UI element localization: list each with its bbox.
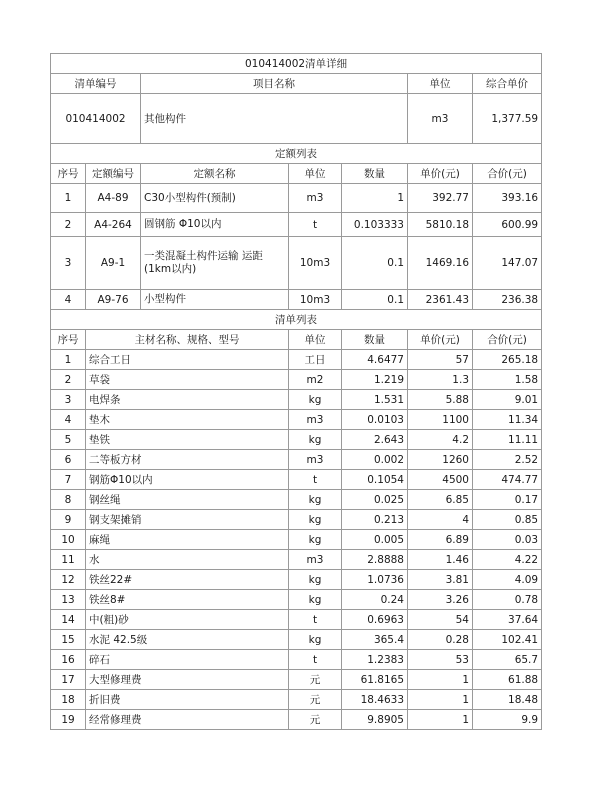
material-qty: 18.4633 — [342, 690, 408, 710]
bill-detail-table — [50, 53, 542, 730]
quota-header-row — [51, 164, 542, 184]
quota-total: 393.16 — [473, 184, 542, 213]
material-qty: 1.531 — [342, 390, 408, 410]
material-no: 14 — [51, 610, 86, 630]
quota-col-no: 序号 — [51, 164, 86, 184]
material-price: 54 — [408, 610, 473, 630]
material-qty: 2.643 — [342, 430, 408, 450]
material-qty: 0.24 — [342, 590, 408, 610]
material-total: 11.34 — [473, 410, 542, 430]
material-price: 1.46 — [408, 550, 473, 570]
material-name: 碎石 — [86, 650, 289, 670]
quota-no: 3 — [51, 237, 86, 290]
material-row — [51, 690, 542, 710]
material-no: 4 — [51, 410, 86, 430]
material-name: 折旧费 — [86, 690, 289, 710]
material-unit: kg — [289, 590, 342, 610]
material-no: 9 — [51, 510, 86, 530]
material-total: 474.77 — [473, 470, 542, 490]
material-name: 垫木 — [86, 410, 289, 430]
material-total: 65.7 — [473, 650, 542, 670]
material-no: 5 — [51, 430, 86, 450]
material-qty: 1.2383 — [342, 650, 408, 670]
quota-row — [51, 184, 542, 213]
material-no: 12 — [51, 570, 86, 590]
material-total: 18.48 — [473, 690, 542, 710]
material-qty: 0.025 — [342, 490, 408, 510]
material-price: 3.26 — [408, 590, 473, 610]
material-qty: 9.8905 — [342, 710, 408, 730]
quota-price: 5810.18 — [408, 213, 473, 237]
material-total: 4.09 — [473, 570, 542, 590]
material-unit: kg — [289, 510, 342, 530]
material-total: 0.85 — [473, 510, 542, 530]
material-name: 二等板方材 — [86, 450, 289, 470]
material-unit: t — [289, 470, 342, 490]
quota-row — [51, 237, 542, 290]
quota-unit: 10m3 — [289, 237, 342, 290]
material-name: 钢支架摊销 — [86, 510, 289, 530]
material-row — [51, 470, 542, 490]
quota-price: 392.77 — [408, 184, 473, 213]
material-price: 1.3 — [408, 370, 473, 390]
quota-total: 147.07 — [473, 237, 542, 290]
materials-col-total: 合价(元) — [473, 330, 542, 350]
quota-name: C30小型构件(预制) — [141, 184, 289, 213]
material-qty: 0.002 — [342, 450, 408, 470]
quota-col-total: 合价(元) — [473, 164, 542, 184]
quota-unit: m3 — [289, 184, 342, 213]
material-row — [51, 410, 542, 430]
quota-qty: 0.1 — [342, 290, 408, 310]
title-row — [51, 54, 542, 74]
quota-qty: 0.103333 — [342, 213, 408, 237]
material-qty: 0.6963 — [342, 610, 408, 630]
quota-qty: 1 — [342, 184, 408, 213]
material-price: 53 — [408, 650, 473, 670]
material-unit: m3 — [289, 450, 342, 470]
material-row — [51, 610, 542, 630]
materials-section-row — [51, 310, 542, 330]
material-unit: 元 — [289, 670, 342, 690]
material-name: 垫铁 — [86, 430, 289, 450]
materials-col-unit: 单位 — [289, 330, 342, 350]
material-price: 3.81 — [408, 570, 473, 590]
material-no: 8 — [51, 490, 86, 510]
quota-col-unit: 单位 — [289, 164, 342, 184]
material-price: 1260 — [408, 450, 473, 470]
material-row — [51, 630, 542, 650]
material-no: 10 — [51, 530, 86, 550]
item-code: 010414002 — [51, 94, 141, 144]
material-total: 9.9 — [473, 710, 542, 730]
quota-code: A4-89 — [86, 184, 141, 213]
material-name: 草袋 — [86, 370, 289, 390]
item-price: 1,377.59 — [473, 94, 542, 144]
quota-name: 圆钢筋 Φ10以内 — [141, 213, 289, 237]
quota-code: A9-76 — [86, 290, 141, 310]
quota-row — [51, 290, 542, 310]
quota-section-title: 定额列表 — [51, 144, 542, 164]
code-header: 清单编号 — [51, 74, 141, 94]
materials-col-name: 主材名称、规格、型号 — [86, 330, 289, 350]
quota-total: 600.99 — [473, 213, 542, 237]
material-name: 中(粗)砂 — [86, 610, 289, 630]
material-no: 17 — [51, 670, 86, 690]
material-total: 102.41 — [473, 630, 542, 650]
unit-header: 单位 — [408, 74, 473, 94]
material-row — [51, 590, 542, 610]
quota-col-code: 定额编号 — [86, 164, 141, 184]
material-no: 3 — [51, 390, 86, 410]
material-name: 经常修理费 — [86, 710, 289, 730]
material-no: 16 — [51, 650, 86, 670]
material-unit: kg — [289, 390, 342, 410]
material-qty: 1.219 — [342, 370, 408, 390]
material-no: 7 — [51, 470, 86, 490]
material-row — [51, 450, 542, 470]
material-row — [51, 650, 542, 670]
material-no: 2 — [51, 370, 86, 390]
material-name: 水泥 42.5级 — [86, 630, 289, 650]
quota-no: 2 — [51, 213, 86, 237]
material-row — [51, 710, 542, 730]
material-no: 1 — [51, 350, 86, 370]
material-total: 11.11 — [473, 430, 542, 450]
material-total: 37.64 — [473, 610, 542, 630]
material-row — [51, 570, 542, 590]
material-name: 综合工日 — [86, 350, 289, 370]
materials-header-row — [51, 330, 542, 350]
material-no: 19 — [51, 710, 86, 730]
material-total: 2.52 — [473, 450, 542, 470]
material-total: 1.58 — [473, 370, 542, 390]
material-price: 1100 — [408, 410, 473, 430]
materials-col-qty: 数量 — [342, 330, 408, 350]
material-no: 6 — [51, 450, 86, 470]
table-title: 010414002清单详细 — [51, 54, 542, 74]
quota-code: A4-264 — [86, 213, 141, 237]
material-no: 15 — [51, 630, 86, 650]
item-unit: m3 — [408, 94, 473, 144]
material-unit: m3 — [289, 410, 342, 430]
material-name: 水 — [86, 550, 289, 570]
material-unit: m3 — [289, 550, 342, 570]
quota-unit: 10m3 — [289, 290, 342, 310]
material-price: 4 — [408, 510, 473, 530]
material-qty: 2.8888 — [342, 550, 408, 570]
material-price: 57 — [408, 350, 473, 370]
material-qty: 0.213 — [342, 510, 408, 530]
material-qty: 1.0736 — [342, 570, 408, 590]
material-price: 5.88 — [408, 390, 473, 410]
material-row — [51, 490, 542, 510]
quota-code: A9-1 — [86, 237, 141, 290]
material-name: 大型修理费 — [86, 670, 289, 690]
material-no: 18 — [51, 690, 86, 710]
material-name: 电焊条 — [86, 390, 289, 410]
material-row — [51, 670, 542, 690]
material-unit: kg — [289, 570, 342, 590]
quota-unit: t — [289, 213, 342, 237]
quota-col-price: 单价(元) — [408, 164, 473, 184]
material-qty: 0.005 — [342, 530, 408, 550]
material-no: 13 — [51, 590, 86, 610]
quota-no: 1 — [51, 184, 86, 213]
material-row — [51, 430, 542, 450]
material-unit: t — [289, 610, 342, 630]
material-total: 265.18 — [473, 350, 542, 370]
quota-total: 236.38 — [473, 290, 542, 310]
quota-no: 4 — [51, 290, 86, 310]
material-name: 钢丝绳 — [86, 490, 289, 510]
material-unit: m2 — [289, 370, 342, 390]
material-price: 6.89 — [408, 530, 473, 550]
material-row — [51, 350, 542, 370]
quota-section-row — [51, 144, 542, 164]
material-total: 0.17 — [473, 490, 542, 510]
material-total: 9.01 — [473, 390, 542, 410]
material-qty: 4.6477 — [342, 350, 408, 370]
material-qty: 61.8165 — [342, 670, 408, 690]
price-header: 综合单价 — [473, 74, 542, 94]
item-header-row — [51, 74, 542, 94]
materials-col-no: 序号 — [51, 330, 86, 350]
material-unit: kg — [289, 490, 342, 510]
material-name: 麻绳 — [86, 530, 289, 550]
item-name: 其他构件 — [141, 94, 408, 144]
material-unit: kg — [289, 430, 342, 450]
material-unit: t — [289, 650, 342, 670]
quota-qty: 0.1 — [342, 237, 408, 290]
material-unit: 元 — [289, 690, 342, 710]
materials-col-price: 单价(元) — [408, 330, 473, 350]
quota-name: 一类混凝土构件运输 运距(1km以内) — [141, 237, 289, 290]
material-row — [51, 370, 542, 390]
material-row — [51, 390, 542, 410]
material-qty: 0.0103 — [342, 410, 408, 430]
material-price: 1 — [408, 670, 473, 690]
material-no: 11 — [51, 550, 86, 570]
material-price: 4.2 — [408, 430, 473, 450]
material-price: 1 — [408, 690, 473, 710]
material-qty: 0.1054 — [342, 470, 408, 490]
material-total: 0.78 — [473, 590, 542, 610]
quota-price: 1469.16 — [408, 237, 473, 290]
item-row — [51, 94, 542, 144]
material-row — [51, 550, 542, 570]
material-total: 61.88 — [473, 670, 542, 690]
material-price: 1 — [408, 710, 473, 730]
material-row — [51, 530, 542, 550]
material-name: 铁丝22# — [86, 570, 289, 590]
quota-col-qty: 数量 — [342, 164, 408, 184]
quota-name: 小型构件 — [141, 290, 289, 310]
material-name: 铁丝8# — [86, 590, 289, 610]
material-total: 4.22 — [473, 550, 542, 570]
quota-price: 2361.43 — [408, 290, 473, 310]
material-price: 4500 — [408, 470, 473, 490]
name-header: 项目名称 — [141, 74, 408, 94]
material-name: 钢筋Φ10以内 — [86, 470, 289, 490]
material-total: 0.03 — [473, 530, 542, 550]
material-unit: 元 — [289, 710, 342, 730]
quota-col-name: 定额名称 — [141, 164, 289, 184]
material-price: 6.85 — [408, 490, 473, 510]
material-qty: 365.4 — [342, 630, 408, 650]
material-price: 0.28 — [408, 630, 473, 650]
quota-row — [51, 213, 542, 237]
material-unit: kg — [289, 630, 342, 650]
material-row — [51, 510, 542, 530]
material-unit: kg — [289, 530, 342, 550]
materials-section-title: 清单列表 — [51, 310, 542, 330]
material-unit: 工日 — [289, 350, 342, 370]
